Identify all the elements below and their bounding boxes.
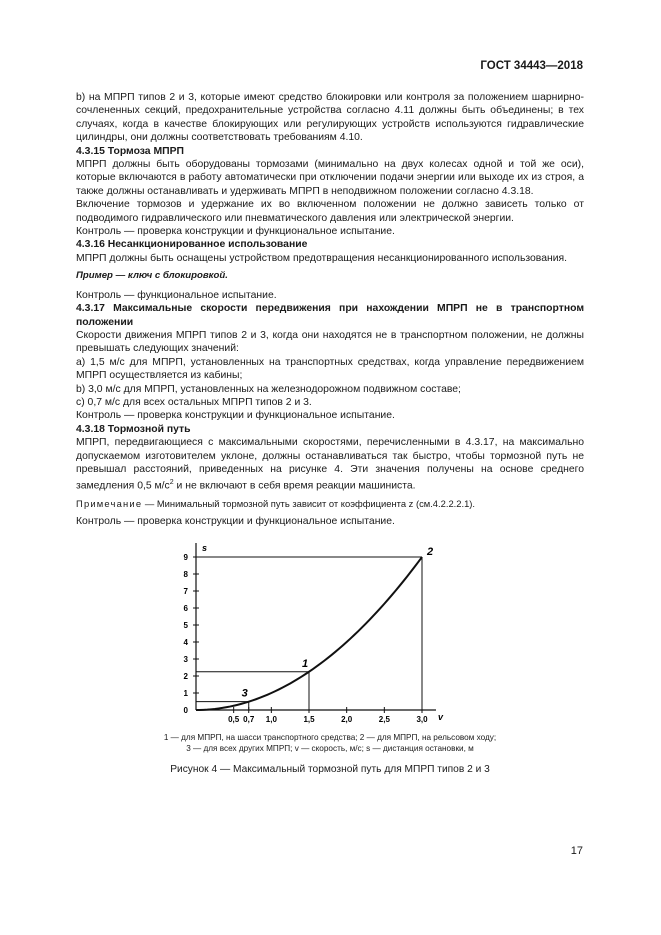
y-tick-label: 7	[183, 587, 188, 596]
x-tick-label: 0,7	[243, 715, 255, 724]
page-number: 17	[570, 845, 583, 857]
section-4-3-15-heading: 4.3.15 Тормоза МПРП	[76, 145, 184, 157]
y-tick-label: 4	[183, 638, 188, 647]
x-tick-label: 0,5	[228, 715, 240, 724]
paragraph-4-3-16-1: МПРП должны быть оснащены устройством предотвращения несанкционированного использования.	[76, 252, 568, 264]
braking-distance-chart	[170, 530, 470, 730]
y-axis-label: s	[202, 543, 208, 553]
x-tick-label: 2,5	[378, 715, 390, 724]
marker-label: 3	[241, 687, 248, 700]
y-tick-label: 2	[183, 672, 188, 681]
legend-line-2: 3 — для всех других МПРП; v — скорость, м/с; s — дистанция остановки, м	[186, 744, 474, 753]
x-tick-label: 1,5	[303, 715, 315, 724]
note: Примечание — Минимальный тормозной путь зависит от коэффициента z (см.4.2.2.2.1).	[76, 498, 476, 510]
section-4-3-18-heading: 4.3.18 Тормозной путь	[76, 423, 191, 435]
y-tick-label: 3	[183, 655, 188, 664]
x-axis-label: v	[438, 712, 444, 722]
main-text	[76, 91, 584, 528]
paragraph-4-3-17-1: Скорости движения МПРП типов 2 и 3, когда они находятся не в транспортном положении, не должны превышать следующих значений:	[76, 329, 584, 355]
paragraph-4-3-17-2: Контроль — проверка конструкции и функциональное испытание.	[76, 410, 395, 422]
section-4-3-17-heading: 4.3.17 Максимальные скорости передвижения при нахождении МПРП не в транспортном положении	[76, 303, 584, 328]
chart-reference-lines	[196, 557, 422, 710]
marker-label: 1	[301, 657, 309, 670]
x-tick-label: 2,0	[341, 715, 353, 724]
y-tick-label: 5	[183, 621, 188, 630]
paragraph-4-3-18-1: МПРП, передвигающиеся с максимальными скоростями, перечисленными в 4.3.17, на максимально допускаемом изготовителем уклоне, должны останавливаться так быстро, чтобы тормозной путь не превышал расстояний, приведенных на рисунке 4. Эти значения получены на основе среднего замедления 0,5 $м/с^2$ и не включают в себя время реакции машиниста.	[76, 437, 584, 492]
chart-ticks	[184, 553, 429, 724]
list-item-c: c) 0,7 м/с для всех остальных МПРП типов 2 и 3.	[76, 396, 312, 408]
figure-legend	[120, 732, 540, 754]
section-4-3-16-heading: 4.3.16 Несанкционированное использование	[76, 239, 308, 251]
paragraph-b: b) на МПРП типов 2 и 3, которые имеют средство блокировки или контроля за положением шарнирно-сочлененных секций, предохранительные устройства согласно 4.11 должны быть объединены; в тех случаях, когда в качестве блокирующих или регулирующих устройств используются гидравлические цилиндры, они должны соответствовать требованиям 4.10.	[76, 92, 584, 144]
marker-label: 2	[426, 546, 434, 558]
paragraph-4-3-16-2: Контроль — функциональное испытание.	[76, 289, 277, 301]
x-tick-label: 3,0	[416, 715, 428, 724]
note-label: Примечание	[76, 498, 143, 510]
paragraph-4-3-15-3: Контроль — проверка конструкции и функциональное испытание.	[76, 226, 395, 238]
example-text: Пример — ключ с блокировкой.	[76, 270, 228, 282]
y-tick-label: 1	[183, 689, 188, 698]
y-tick-label: 0	[183, 706, 188, 715]
y-tick-label: 8	[183, 570, 188, 579]
list-item-b: b) 3,0 м/с для МПРП, установленных на железнодорожном подвижном составе;	[76, 383, 461, 395]
x-tick-label: 1,0	[265, 715, 277, 724]
paragraph-4-3-18-2: Контроль — проверка конструкции и функциональное испытание.	[76, 515, 395, 527]
y-tick-label: 6	[183, 604, 188, 613]
paragraph-4-3-15-2: Включение тормозов и удержание их во включенном положении не должно зависеть только от подводимого гидравлического или пневматического давления или электрической энергии.	[76, 199, 584, 224]
chart-axes	[196, 543, 444, 722]
standard-header: ГОСТ 34443—2018	[480, 60, 583, 72]
list-item-a: а) 1,5 м/с для МПРП, установленных на транспортных средствах, когда управление передвижением МПРП осуществляется из кабины;	[76, 356, 584, 382]
figure-caption: Рисунок 4 — Максимальный тормозной путь для МПРП типов 2 и 3	[170, 764, 490, 775]
paragraph-4-3-15-1: МПРП должны быть оборудованы тормозами (минимально на двух колесах одной и той же оси), которые включаются в работу автоматически при отключении подачи энергии или выходе их из строя, а также должны останавливать и удерживать МПРП в неподвижном положении согласно 4.3.18.	[76, 159, 584, 197]
y-tick-label: 9	[183, 553, 188, 562]
legend-line-1: 1 — для МПРП, на шасси транспортного средства; 2 — для МПРП, на рельсовом ходу;	[163, 733, 497, 742]
chart-markers	[242, 546, 433, 700]
